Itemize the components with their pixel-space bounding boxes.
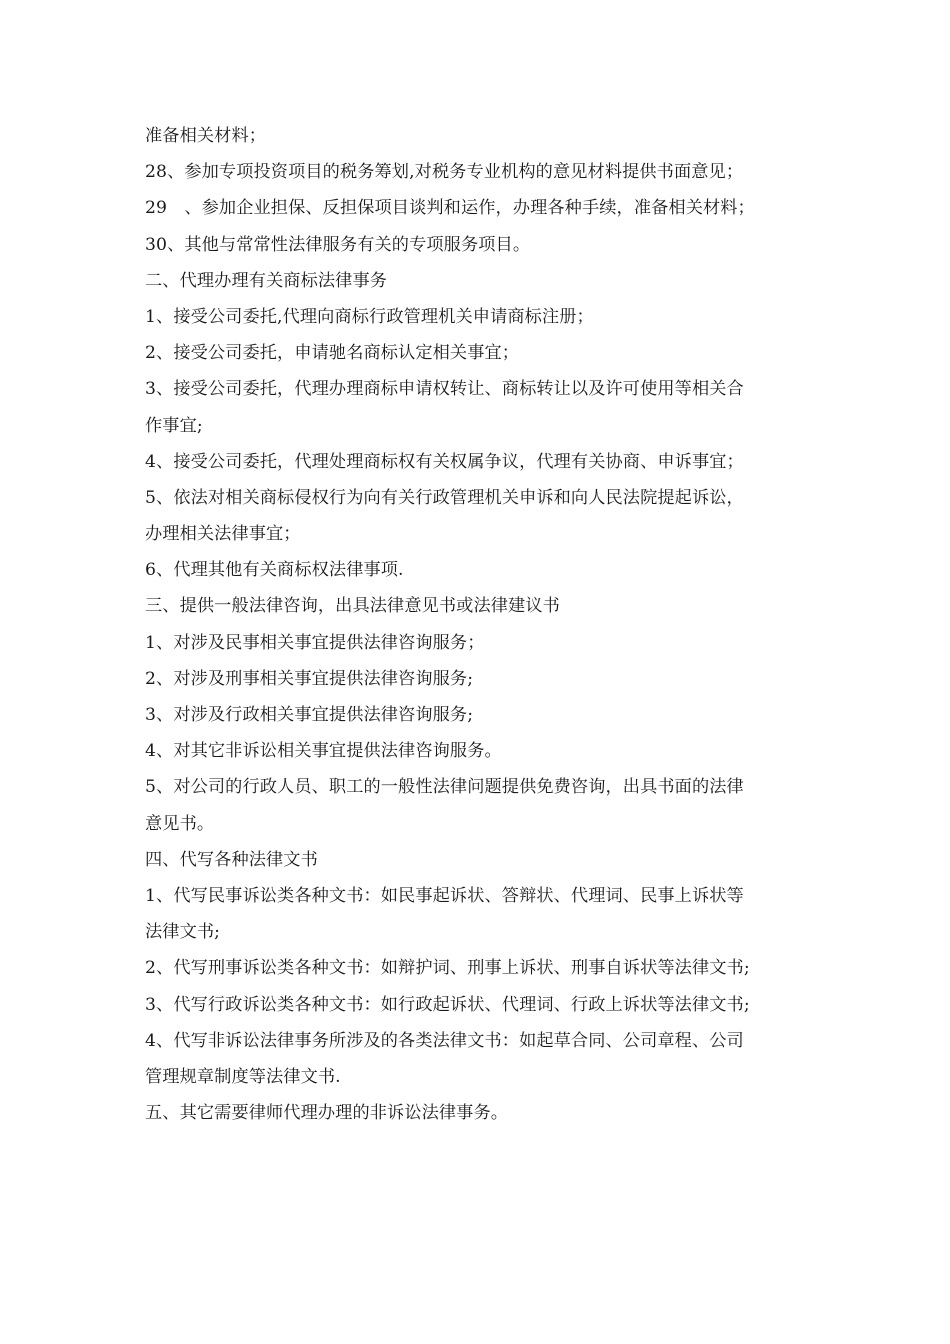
text-line: 4、对其它非诉讼相关事宜提供法律咨询服务。 bbox=[145, 741, 502, 762]
text-line: 3、代写行政诉讼类各种文书：如行政起诉状、代理词、行政上诉状等法律文书; bbox=[145, 994, 750, 1015]
section-heading: 五、其它需要律师代理办理的非诉讼法律事务。 bbox=[145, 1103, 509, 1124]
text-line: 28、参加专项投资项目的税务筹划,对税务专业机构的意见材料提供书面意见； bbox=[145, 162, 744, 183]
text-line: 准备相关材料； bbox=[145, 126, 267, 146]
text-line: 管理规章制度等法律文书. bbox=[145, 1066, 341, 1087]
text-line: 5、对公司的行政人员、职工的一般性法律问题提供免费咨询，出具书面的法律 bbox=[145, 777, 744, 798]
text-line: 3、接受公司委托，代理办理商标申请权转让、商标转让以及许可使用等相关合 bbox=[145, 379, 744, 400]
text-line: 5、依法对相关商标侵权行为向有关行政管理机关申诉和向人民法院提起诉讼， bbox=[145, 487, 744, 508]
document-body bbox=[145, 118, 815, 1131]
text-line: 3、对涉及行政相关事宜提供法律咨询服务; bbox=[145, 705, 474, 725]
text-line: 29 、参加企业担保、反担保项目谈判和运作，办理各种手续，准备相关材料； bbox=[145, 198, 755, 219]
text-line: 法律文书; bbox=[145, 922, 221, 943]
section-heading: 二、代理办理有关商标法律事务 bbox=[145, 270, 388, 291]
text-line: 2、接受公司委托，申请驰名商标认定相关事宜； bbox=[145, 343, 520, 364]
text-line: 30、其他与常常性法律服务有关的专项服务项目。 bbox=[145, 234, 531, 255]
text-line: 意见书。 bbox=[145, 813, 215, 834]
text-line: 2、代写刑事诉讼类各种文书：如辩护词、刑事上诉状、刑事自诉状等法律文书; bbox=[145, 958, 750, 979]
section-heading: 三、提供一般法律咨询，出具法律意见书或法律建议书 bbox=[145, 596, 560, 617]
text-line: 4、代写非诉讼法律事务所涉及的各类法律文书：如起草合同、公司章程、公司 bbox=[145, 1030, 744, 1051]
text-line: 6、代理其他有关商标权法律事项. bbox=[145, 560, 404, 581]
text-line: 1、接受公司委托,代理向商标行政管理机关申请商标注册； bbox=[145, 306, 594, 327]
text-line: 1、代写民事诉讼类各种文书：如民事起诉状、答辩状、代理词、民事上诉状等 bbox=[145, 885, 744, 906]
section-heading: 四、代写各种法律文书 bbox=[145, 849, 318, 870]
text-line: 1、对涉及民事相关事宜提供法律咨询服务； bbox=[145, 632, 485, 653]
text-line: 作事宜; bbox=[145, 415, 203, 436]
text-line: 2、对涉及刑事相关事宜提供法律咨询服务; bbox=[145, 668, 474, 689]
text-line: 办理相关法律事宜； bbox=[145, 524, 301, 545]
text-line: 4、接受公司委托，代理处理商标权有关权属争议，代理有关协商、申诉事宜； bbox=[145, 451, 744, 472]
